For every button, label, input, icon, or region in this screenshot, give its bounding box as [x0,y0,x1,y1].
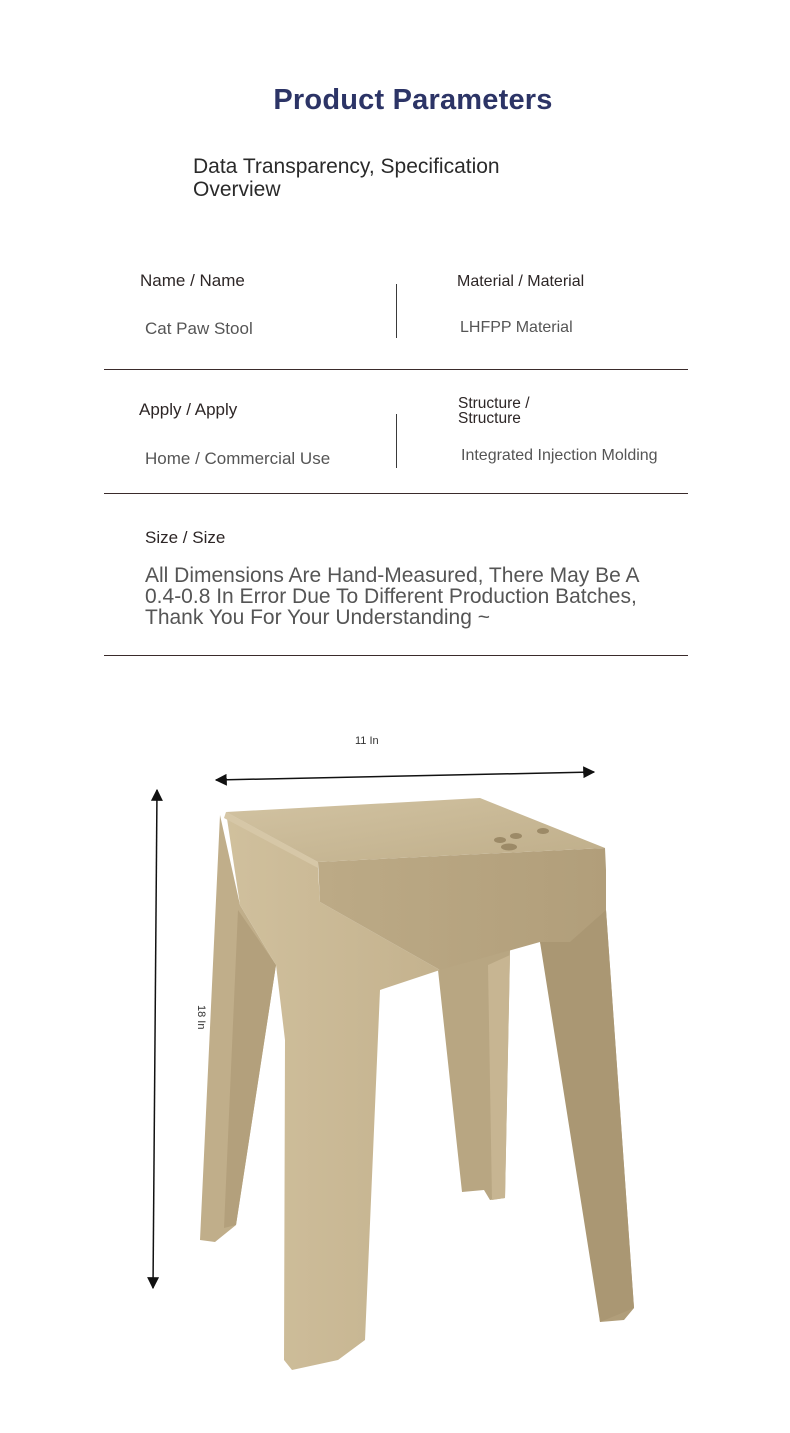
page-title: Product Parameters [273,84,553,116]
row-divider [104,655,688,656]
apply-value: Home / Commercial Use [145,449,331,468]
height-dimension-label: 18 In [195,1005,207,1030]
material-value: LHFPP Material [460,319,573,336]
column-divider [396,414,397,468]
structure-value: Integrated Injection Molding [461,447,658,464]
height-arrow [153,790,157,1288]
page-subtitle: Data Transparency, Specification Overview [193,155,500,201]
structure-label: Structure / Structure [458,395,530,427]
stool-illustration [0,680,790,1420]
apply-label: Apply / Apply [139,400,238,419]
width-dimension-label: 11 In [355,735,379,747]
name-value: Cat Paw Stool [145,319,253,338]
row-divider [104,493,688,494]
size-label: Size / Size [145,528,226,547]
size-note: All Dimensions Are Hand-Measured, There May Be A 0.4-0.8 In Error Due To Different Production Batches, Thank You For Your Understanding ~ [145,564,639,629]
material-label: Material / Material [457,273,585,290]
column-divider [396,284,397,338]
name-label: Name / Name [140,271,245,290]
row-divider [104,369,688,370]
width-arrow [216,772,594,780]
